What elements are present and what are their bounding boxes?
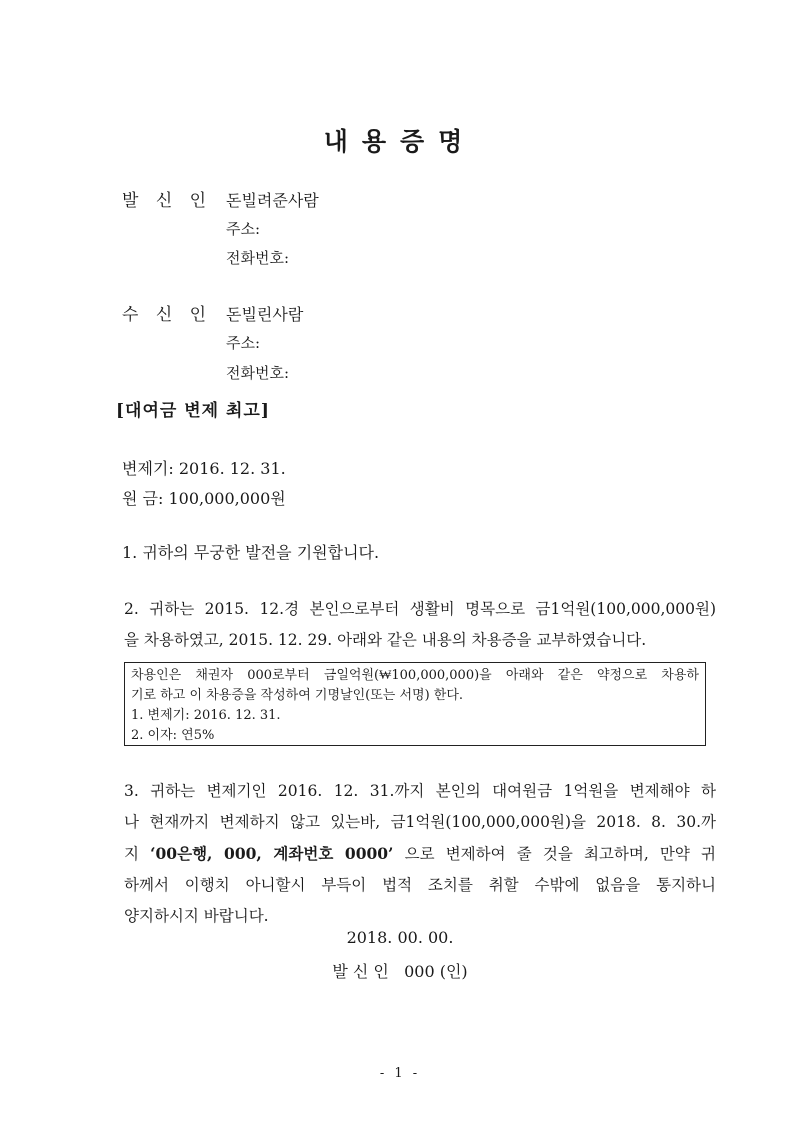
recipient-address: 주소:: [226, 334, 261, 352]
loan-box-line-3: 1. 변제기: 2016. 12. 31.: [131, 708, 281, 723]
paragraph-3-line-2: 나 현재까지 변제하지 않고 있는바, 금1억원(100,000,000원)을 2018. 8. 30.까: [124, 813, 716, 831]
sender-signature: 발 신 인 000 (인): [332, 962, 468, 981]
bank-account-info: ‘00은행, 000, 계좌번호 0000’: [150, 844, 394, 863]
paragraph-2-line-1: 2. 귀하는 2015. 12.경 본인으로부터 생활비 명목으로 금1억원(100,000,000원): [124, 600, 716, 618]
document-title: 내용증명: [323, 127, 477, 156]
paragraph-3-line-3-pre: 지: [124, 845, 151, 863]
paragraph-2-line-2: 을 차용하였고, 2015. 12. 29. 아래와 같은 내용의 차용증을 교부하였습니다.: [124, 631, 647, 649]
sender-label: 발 신 인: [122, 191, 213, 211]
document-date: 2018. 00. 00.: [346, 928, 454, 947]
page-number: - 1 -: [379, 1066, 421, 1081]
paragraph-1: 1. 귀하의 무궁한 발전을 기원합니다.: [122, 543, 380, 562]
due-date: 변제기: 2016. 12. 31.: [122, 459, 286, 478]
paragraph-3-line-3-post: 으로 변제하여 줄 것을 최고하며, 만약 귀: [393, 845, 716, 863]
paragraph-3-line-5: 양지하시지 바랍니다.: [124, 907, 269, 925]
paragraph-2: [124, 594, 716, 656]
recipient-name: 돈빌린사람: [226, 305, 304, 324]
principal-amount: 원 금: 100,000,000원: [122, 489, 286, 508]
paragraph-3-line-4: 하께서 이행치 아니할시 부득이 법적 조치를 취할 수밖에 없음을 통지하니: [124, 876, 716, 894]
recipient-phone: 전화번호:: [226, 364, 290, 382]
sender-phone: 전화번호:: [226, 249, 290, 267]
sender-name: 돈빌려준사람: [226, 191, 319, 210]
loan-box-line-2: 기로 하고 이 차용증을 작성하여 기명날인(또는 서명) 한다.: [131, 688, 464, 703]
paragraph-3: [124, 776, 716, 932]
paragraph-3-line-3: [124, 838, 716, 870]
loan-box-line-4: 2. 이자: 연5%: [131, 728, 215, 743]
recipient-label: 수 신 인: [122, 305, 213, 325]
subject-heading: [대여금 변제 최고]: [116, 401, 270, 421]
sender-address: 주소:: [226, 220, 261, 238]
loan-agreement-box: [124, 662, 706, 746]
paragraph-3-line-1: 3. 귀하는 변제기인 2016. 12. 31.까지 본인의 대여원금 1억원을 변제해야 하: [124, 782, 716, 800]
loan-box-line-1: 차용인은 채권자 000로부터 금일억원(₩100,000,000)을 아래와 같은 약정으로 차용하: [131, 668, 699, 683]
